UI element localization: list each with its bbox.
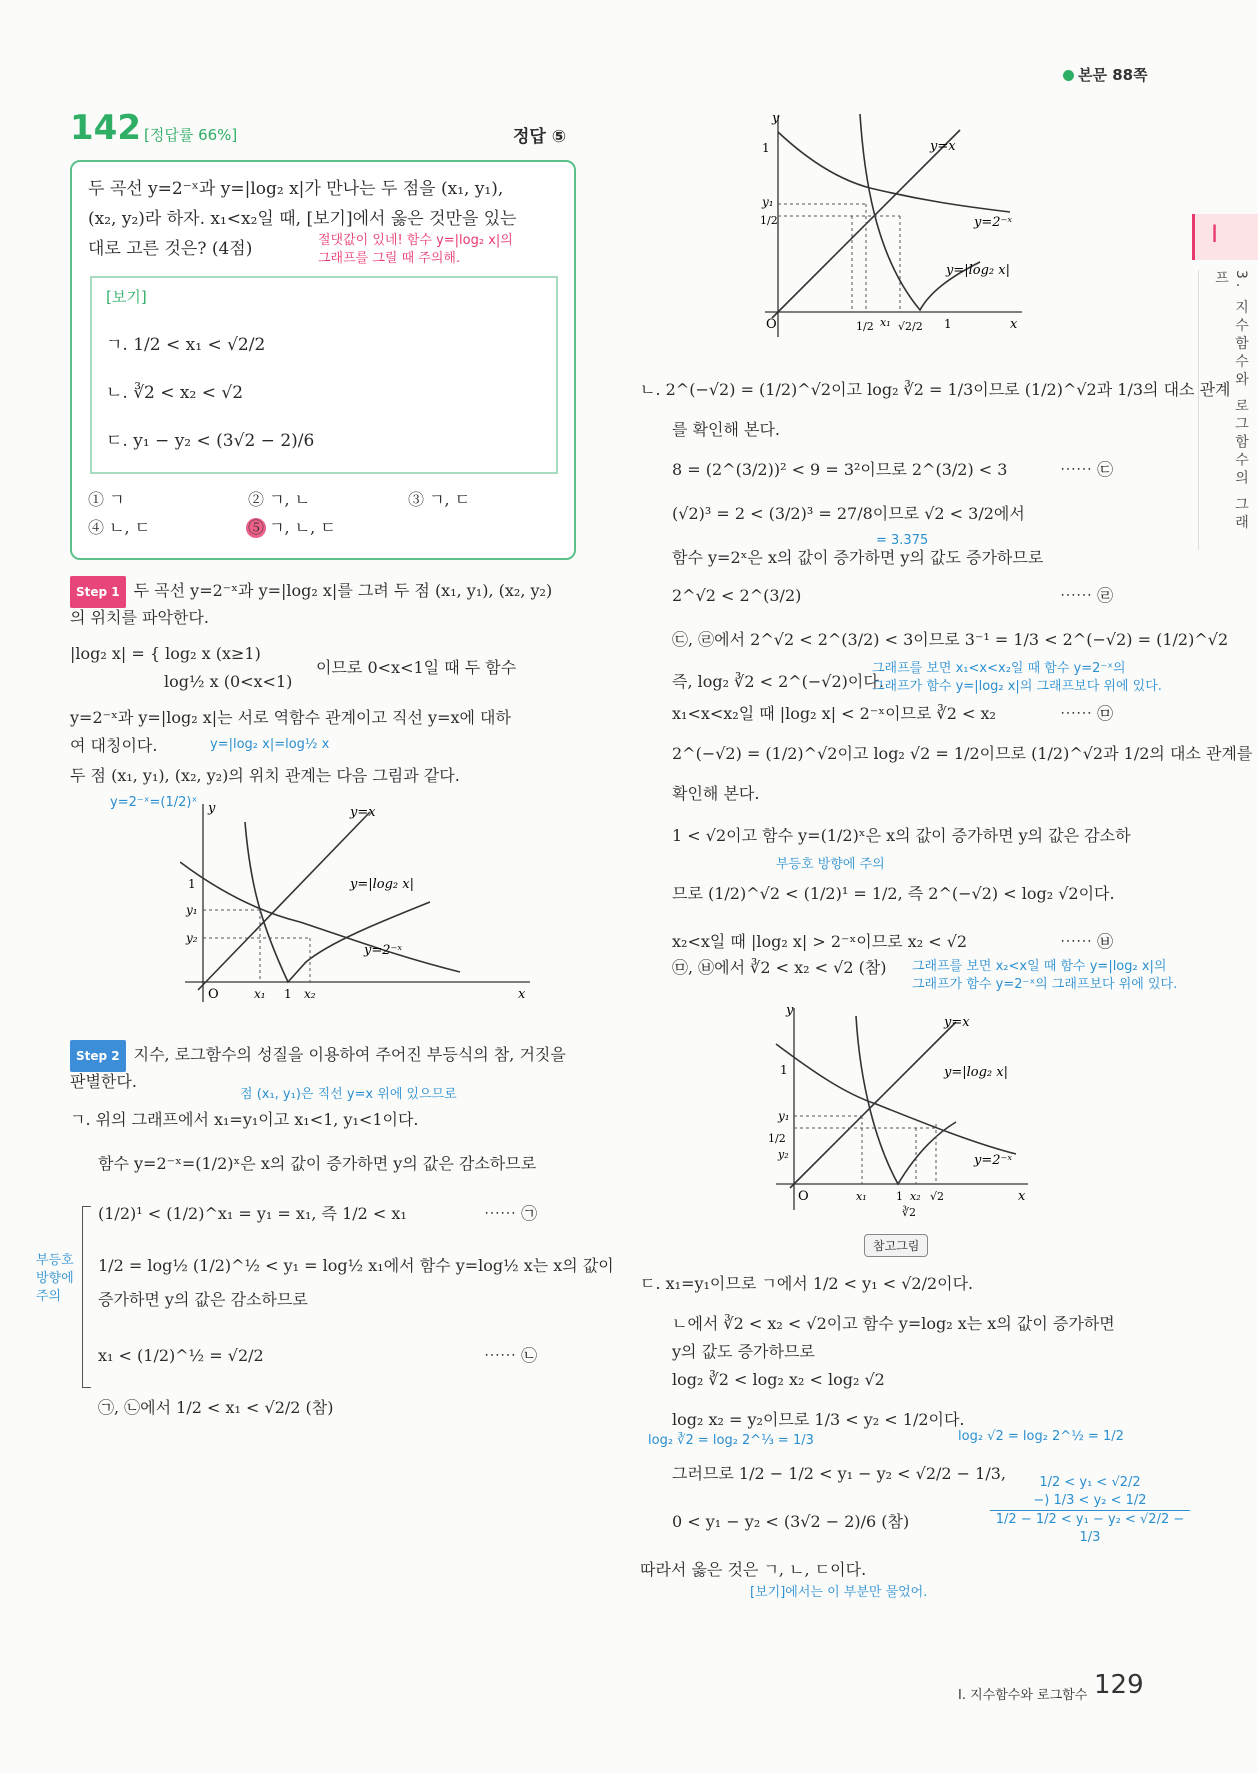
graph3-sqrt2: √2 — [930, 1190, 945, 1203]
g-line-6-tag: ⋯⋯ ㉡ — [484, 1346, 538, 1365]
step1-heading-2: 의 위치를 파악한다. — [70, 608, 209, 627]
graph2-label-log: y=|log₂ x| — [946, 263, 1010, 278]
graph1-x2: x₂ — [304, 987, 316, 1001]
n-line-10: 2^(−√2) = (1/2)^√2이고 log₂ √2 = 1/2이므로 (1/2)^√2과 1/2의 대소 관계를 — [672, 744, 1253, 763]
graph2-label-y-eq-x: y=x — [930, 139, 956, 154]
n-line-7: ㉢, ㉣에서 2^√2 < 2^(3/2) < 3이므로 3⁻¹ = 1/3 < 2^(−√2) = (1/2)^√2 — [672, 630, 1229, 649]
g-line-3-tag: ⋯⋯ ㉠ — [484, 1204, 538, 1223]
d-line-2: ㄴ에서 ∛2 < x₂ < √2이고 함수 y=log₂ x는 x의 값이 증가하면 — [672, 1314, 1115, 1333]
ref-icon — [1063, 70, 1074, 81]
graph1-label-log: y=|log₂ x| — [350, 877, 414, 892]
graph2-one-y: 1 — [762, 141, 770, 155]
abs-def-1: |log₂ x| = { log₂ x (x≥1) — [70, 644, 261, 663]
graph3-half-y: 1/2 — [768, 1132, 786, 1145]
page-ref: 본문 88쪽 — [1063, 64, 1148, 85]
n-line-8-note: 그래프를 보면 x₁<x<x₂일 때 함수 y=2⁻ˣ의 그래프가 함수 y=|log₂ x|의 그래프보다 위에 있다. — [872, 661, 1162, 694]
n-line-3-tag: ⋯⋯ ㉢ — [1060, 460, 1114, 479]
graph-2 — [760, 112, 1030, 342]
side-tab — [1192, 214, 1258, 260]
n-line-12-note: 부등호 방향에 주의 — [776, 857, 885, 872]
g-line-5: 증가하면 y의 값은 감소하므로 — [98, 1290, 308, 1309]
problem-hint: 절댓값이 있네! 함수 y=|log₂ x|의 그래프를 그릴 때 주의해. — [318, 233, 513, 266]
problem-line-3: 대로 고른 것은? (4점) — [88, 239, 253, 259]
g-line-6: x₁ < (1/2)^½ = √2/2 — [98, 1346, 264, 1365]
problem-line-2: (x₂, y₂)라 하자. x₁<x₂일 때, [보기]에서 옳은 것만을 있는 — [88, 209, 517, 229]
bogi-item-1: ㄱ. 1/2 < x₁ < √2/2 — [106, 335, 266, 355]
problem-number: 142 — [70, 108, 141, 148]
g-line-4: 1/2 = log½ (1/2)^½ < y₁ = log½ x₁에서 함수 y=log½ x는 x의 값이 — [98, 1256, 614, 1275]
n-line-6-tag: ⋯⋯ ㉣ — [1060, 586, 1114, 605]
d-line-5-note-right: log₂ √2 = log₂ 2^½ = 1/2 — [958, 1429, 1124, 1444]
graph3-cbrt2: ∛2 — [902, 1206, 917, 1219]
d-line-8-note: [보기]에서는 이 부분만 물었어. — [750, 1585, 928, 1600]
g-line-2: 함수 y=2⁻ˣ=(1/2)ˣ은 x의 값이 증가하면 y의 값은 감소하므로 — [98, 1154, 537, 1173]
graph3-exp-curve — [776, 1044, 1016, 1154]
inverse-line-2: 여 대칭이다. — [70, 736, 158, 755]
n-line-6: 2^√2 < 2^(3/2) — [672, 586, 802, 605]
graph2-exp-curve — [778, 132, 1010, 212]
reference-badge: 참고그림 — [864, 1234, 928, 1257]
d-line-8: 따라서 옳은 것은 ㄱ, ㄴ, ㄷ이다. — [640, 1560, 867, 1579]
footer-chapter: I. 지수함수와 로그함수 — [958, 1688, 1088, 1703]
n-line-9-tag: ⋯⋯ ㉤ — [1060, 704, 1114, 723]
graph3-log-curve — [856, 1016, 956, 1184]
inverse-note: y=|log₂ x|=log½ x — [210, 737, 330, 752]
n-line-4-note: = 3.375 — [876, 533, 929, 548]
d-line-4: log₂ ∛2 < log₂ x₂ < log₂ √2 — [672, 1370, 885, 1389]
n-line-11: 확인해 본다. — [672, 784, 760, 803]
graph1-y1: y₁ — [186, 903, 198, 917]
problem-line-1: 두 곡선 y=2⁻ˣ과 y=|log₂ x|가 만나는 두 점을 (x₁, y₁), — [88, 179, 504, 199]
abs-def-2: log½ x (0<x<1) — [164, 672, 293, 691]
abs-def-tail: 이므로 0<x<1일 때 두 함수 — [316, 658, 517, 677]
graph1-one-x: 1 — [284, 987, 292, 1001]
graph-1 — [180, 802, 540, 1002]
graph3-origin: O — [798, 1189, 809, 1204]
graph2-y1: y₁ — [762, 195, 774, 209]
n-line-15: ㉤, ㉥에서 ∛2 < x₂ < √2 (참) — [672, 958, 887, 977]
graph1-origin: O — [208, 987, 219, 1002]
graph2-half-x: 1/2 — [856, 320, 874, 333]
graph2-x1: x₁ — [880, 316, 891, 329]
graph2-one-x: 1 — [944, 317, 952, 331]
graph3-one-x: 1 — [896, 1190, 903, 1203]
graph3-label-exp: y=2⁻ˣ — [974, 1153, 1012, 1168]
graph2-origin: O — [766, 317, 777, 332]
position-line: 두 점 (x₁, y₁), (x₂, y₂)의 위치 관계는 다음 그림과 같다. — [70, 766, 460, 785]
graph1-one-y: 1 — [188, 877, 196, 891]
graph1-label-y-eq-x: y=x — [350, 805, 376, 820]
graph2-y-label: y — [772, 112, 780, 126]
correct-rate: [정답률 66%] — [144, 126, 238, 144]
d-line-5-note-left: log₂ ∛2 = log₂ 2^⅓ = 1/3 — [648, 1433, 814, 1448]
side-note: 부등호 방향에 주의 — [36, 1253, 74, 1304]
side-chapter: 3. 지수함수와 로그함수의 그래프 — [1198, 270, 1255, 550]
g-line-3: (1/2)¹ < (1/2)^x₁ = y₁ = x₁, 즉 1/2 < x₁ — [98, 1204, 407, 1223]
n-line-15-note: 그래프를 보면 x₂<x일 때 함수 y=|log₂ x|의 그래프가 함수 y=2⁻ˣ의 그래프보다 위에 있다. — [912, 959, 1178, 992]
choice-4[interactable]: ④ ㄴ, ㄷ — [88, 518, 151, 537]
calc-box: 1/2 < y₁ < √2/2 −) 1/3 < y₂ < 1/2 1/2 − 1/2 < y₁ − y₂ < √2/2 − 1/3 — [990, 1474, 1190, 1547]
graph3-line-y-eq-x — [790, 1022, 956, 1188]
graph1-y2: y₂ — [186, 931, 198, 945]
bogi-item-2: ㄴ. ∛2 < x₂ < √2 — [106, 383, 244, 403]
d-line-7: 0 < y₁ − y₂ < (3√2 − 2)/6 (참) — [672, 1512, 910, 1531]
graph1-x1: x₁ — [254, 987, 266, 1001]
bogi-box — [90, 276, 558, 474]
side-tab-roman: I — [1211, 220, 1219, 248]
d-line-6: 그러므로 1/2 − 1/2 < y₁ − y₂ < √2/2 − 1/3, — [672, 1464, 1006, 1483]
n-line-14: x₂<x일 때 |log₂ x| > 2⁻ˣ이므로 x₂ < √2 — [672, 932, 968, 951]
graph1-x-label: x — [518, 987, 526, 1002]
n-line-8: 즉, log₂ ∛2 < 2^(−√2)이다. — [672, 672, 884, 691]
step1-heading: Step 1 두 곡선 y=2⁻ˣ과 y=|log₂ x|를 그려 두 점 (x₁, y₁), (x₂, y₂) — [70, 576, 552, 608]
d-line-3: y의 값도 증가하므로 — [672, 1342, 815, 1361]
n-line-12: 1 < √2이고 함수 y=(1/2)ˣ은 x의 값이 증가하면 y의 값은 감소하 — [672, 826, 1131, 845]
graph1-y-label: y — [208, 802, 216, 816]
n-line-14-tag: ⋯⋯ ㉥ — [1060, 932, 1114, 951]
graph2-x-label: x — [1010, 317, 1018, 332]
n-line-2: 를 확인해 본다. — [672, 420, 780, 439]
n-line-9: x₁<x<x₂일 때 |log₂ x| < 2⁻ˣ이므로 ∛2 < x₂ — [672, 704, 996, 723]
graph3-y-label: y — [786, 1004, 794, 1018]
page-number: 129 — [1094, 1670, 1144, 1700]
graph3-label-log: y=|log₂ x| — [944, 1065, 1008, 1080]
position-note: y=2⁻ˣ=(1/2)ˣ — [110, 795, 198, 810]
n-line-1: ㄴ. 2^(−√2) = (1/2)^√2이고 log₂ ∛2 = 1/3이므로 (1/2)^√2과 1/3의 대소 관계 — [640, 380, 1231, 399]
choice-3[interactable]: ③ ㄱ, ㄷ — [408, 490, 471, 509]
g-line-7: ㉠, ㉡에서 1/2 < x₁ < √2/2 (참) — [98, 1398, 334, 1417]
d-line-5: log₂ x₂ = y₂이므로 1/3 < y₂ < 1/2이다. — [672, 1410, 965, 1429]
graph3-x1: x₁ — [856, 1190, 867, 1203]
graph2-label-exp: y=2⁻ˣ — [974, 215, 1012, 230]
graph3-label-y-eq-x: y=x — [944, 1015, 970, 1030]
bogi-item-3: ㄷ. y₁ − y₂ < (3√2 − 2)/6 — [106, 431, 315, 451]
n-line-13: 므로 (1/2)^√2 < (1/2)¹ = 1/2, 즉 2^(−√2) < log₂ √2이다. — [672, 884, 1115, 903]
step2-heading: Step 2 지수, 로그함수의 성질을 이용하여 주어진 부등식의 참, 거짓을 — [70, 1040, 566, 1072]
graph3-y1: y₁ — [778, 1109, 790, 1123]
n-line-5: 함수 y=2ˣ은 x의 값이 증가하면 y의 값도 증가하므로 — [672, 548, 1044, 567]
answer-label: 정답 ⑤ — [513, 127, 567, 147]
n-line-4: (√2)³ = 2 < (3/2)³ = 27/8이므로 √2 < 3/2에서 — [672, 504, 1025, 523]
graph2-sqrt2-2: √2/2 — [898, 320, 923, 333]
d-line-1: ㄷ. x₁=y₁이므로 ㄱ에서 1/2 < y₁ < √2/2이다. — [640, 1274, 974, 1293]
step2-note: 점 (x₁, y₁)은 직선 y=x 위에 있으므로 — [240, 1087, 457, 1102]
step2-heading-2: 판별한다. — [70, 1072, 137, 1091]
inverse-line-1: y=2⁻ˣ과 y=|log₂ x|는 서로 역함수 관계이고 직선 y=x에 대하 — [70, 708, 511, 727]
n-line-3: 8 = (2^(3/2))² < 9 = 3²이므로 2^(3/2) < 3 — [672, 460, 1008, 479]
graph3-one-y: 1 — [780, 1063, 788, 1077]
graph1-exp-curve — [180, 862, 460, 972]
graph-3 — [756, 1004, 1036, 1224]
graph3-y2: y₂ — [778, 1148, 789, 1161]
graph1-line-y-eq-x — [198, 812, 370, 990]
graph3-x-label: x — [1018, 1189, 1026, 1204]
choice-2[interactable]: ② ㄱ, ㄴ — [248, 490, 311, 509]
choice-1[interactable]: ① ㄱ — [88, 490, 125, 509]
graph1-label-exp: y=2⁻ˣ — [364, 943, 402, 958]
problem-box — [70, 160, 576, 560]
bogi-title: [보기] — [106, 288, 147, 306]
choice-5[interactable]: ⑤ ㄱ, ㄴ, ㄷ — [248, 518, 336, 537]
graph2-half-y: 1/2 — [760, 214, 778, 227]
g-line-1: ㄱ. 위의 그래프에서 x₁=y₁이고 x₁<1, y₁<1이다. — [70, 1110, 419, 1129]
graph3-x2: x₂ — [910, 1190, 921, 1203]
side-bracket — [82, 1206, 91, 1388]
